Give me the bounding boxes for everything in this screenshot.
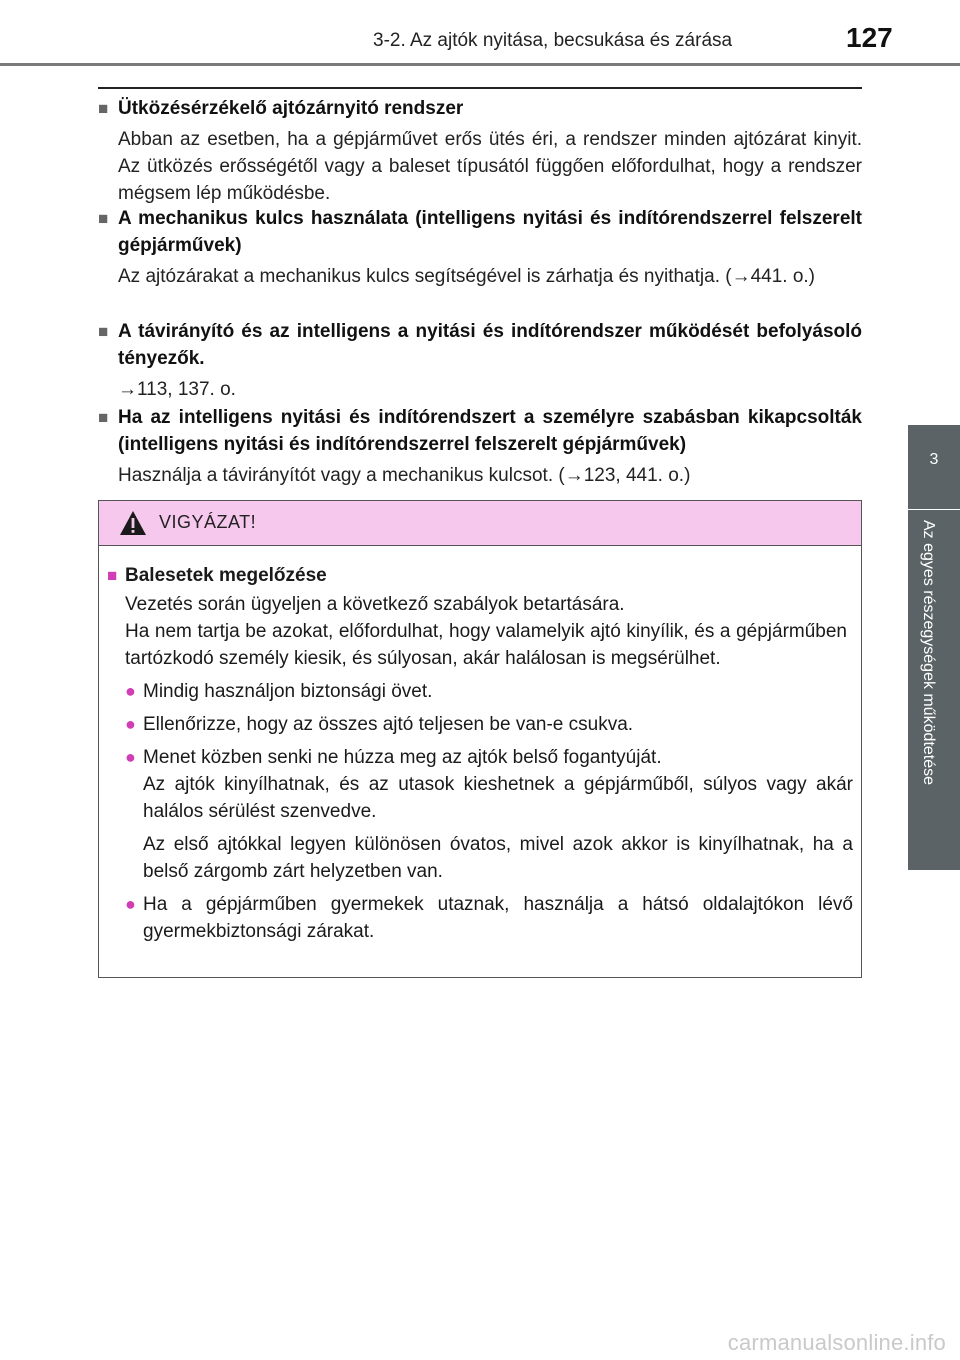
content-top-rule: [98, 87, 862, 89]
section-body: →113, 137. o.: [118, 379, 236, 400]
warning-box: [98, 500, 862, 978]
section-heading-text: Ütközésérzékelő ajtózárnyitó rendszer: [118, 98, 464, 119]
section-collision-sensor: [98, 95, 862, 207]
chapter-number: 3: [929, 451, 939, 468]
warning-heading: [107, 562, 853, 589]
section-heading: [98, 404, 862, 458]
square-bullet: ■: [98, 209, 109, 228]
list-item-text: Mindig használjon biztonsági övet.: [143, 681, 433, 702]
square-bullet: ■: [98, 408, 109, 427]
warning-header: [99, 501, 861, 546]
section-body: Az ajtózárakat a mechanikus kulcs segítségével is zárhatja és nyithatja. (→441. o.): [118, 266, 816, 287]
section-heading-text: A mechanikus kulcs használata (intelligens nyitási és indítórendszerrel felszerelt gépjárművek): [118, 208, 862, 256]
section-influencing-factors: [98, 318, 862, 403]
section-heading-text: Ha az intelligens nyitási és indítórendszert a személyre szabásban kikapcsolták (intelligens nyitási és indítórendszerrel felszerelt gépjárművek): [118, 407, 862, 455]
list-item: [125, 744, 853, 885]
list-item-text: Ellenőrizze, hogy az összes ajtó teljesen be van-e csukva.: [143, 714, 634, 735]
warning-triangle-icon: [119, 510, 147, 536]
header-title: 3-2. Az ajtók nyitása, becsukása és zárása: [373, 30, 733, 51]
list-item-line: Menet közben senki ne húzza meg az ajtók belső fogantyúját.: [143, 747, 662, 768]
warning-content: [99, 546, 861, 945]
section-body: Abban az esetben, ha a gépjárművet erős ütés éri, a rendszer minden ajtózárat kinyit. Az ütközés erősségétől vagy a baleset típusától függően előfordulhat, hogy a rendszer mégsem lép működésbe.: [118, 129, 862, 204]
section-mechanical-key: [98, 205, 862, 290]
round-bullet: ●: [125, 681, 136, 701]
list-item: [125, 711, 853, 738]
list-item: [125, 678, 853, 705]
list-item-text: Ha a gépjárműben gyermekek utaznak, használja a hátsó oldalajtókon lévő gyermekbiztonsági zárakat.: [143, 894, 853, 942]
section-heading: [98, 318, 862, 372]
header-rule: [0, 63, 960, 66]
chapter-tab: [908, 425, 960, 509]
page-number: 127: [846, 22, 893, 53]
square-bullet: ■: [98, 99, 109, 118]
warning-intro: [125, 591, 853, 672]
round-bullet: ●: [125, 747, 136, 767]
list-item-text: [143, 744, 853, 885]
watermark: carmanualsonline.info: [727, 1330, 946, 1355]
section-heading-text: A távirányító és az intelligens a nyitási és indítórendszer működését befolyásoló tényezők.: [118, 321, 862, 369]
round-bullet: ●: [125, 894, 136, 914]
list-item-line: Az ajtók kinyílhatnak, és az utasok kieshetnek a gépjárműből, súlyos vagy akár halálos sérülést szenvedve.: [143, 774, 853, 822]
section-system-disabled: [98, 404, 862, 489]
warning-intro-line: Vezetés során ügyeljen a következő szabályok betartására.: [125, 594, 625, 615]
square-bullet: ■: [98, 322, 109, 341]
section-heading: [98, 205, 862, 259]
list-item-subparagraph: Az első ajtókkal legyen különösen óvatos, mivel azok akkor is kinyílhatnak, ha a belső zárgomb zárt helyzetben van.: [143, 834, 853, 882]
square-bullet: ■: [107, 566, 118, 585]
section-heading: [98, 95, 862, 122]
warning-heading-text: Balesetek megelőzése: [125, 565, 327, 586]
warning-title: VIGYÁZAT!: [159, 512, 257, 532]
warning-list: [107, 678, 853, 945]
section-body: Használja a távirányítót vagy a mechanikus kulcsot. (→123, 441. o.): [118, 465, 691, 486]
round-bullet: ●: [125, 714, 136, 734]
chapter-label: Az egyes részegységek működtetése: [920, 520, 937, 786]
list-item: [125, 891, 853, 945]
warning-intro-paragraph: Ha nem tartja be azokat, előfordulhat, hogy valamelyik ajtó kinyílik, és a gépjárműben tartózkodó személy kiesik, és súlyosan, akár halálosan is megsérülhet.: [125, 621, 847, 669]
